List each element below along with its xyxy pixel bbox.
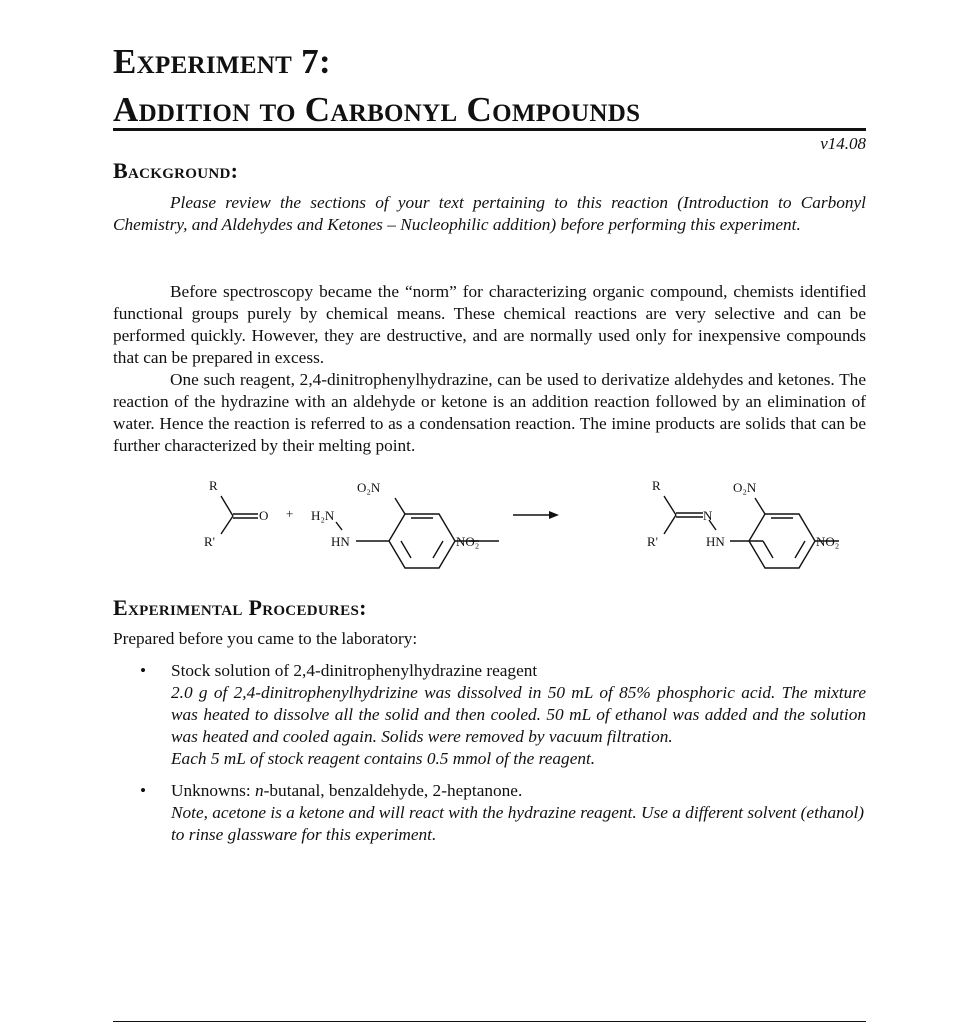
reaction-scheme	[201, 474, 840, 574]
list-item	[113, 780, 866, 846]
title-block	[113, 38, 866, 134]
footer-rule	[113, 1021, 866, 1022]
item-detail: 2.0 g of 2,4-dinitrophenylhydrizine was dissolved in 50 mL of 85% phosphoric acid. The mixture was heated to dissolve all the solid and then cooled. 50 mL of ethanol was added and the solution was heated and cooled again. Solids were removed by vacuum filtration.	[171, 683, 866, 746]
scheme-no2: NO₂	[456, 534, 480, 549]
procedures-heading: Experimental Procedures:	[113, 595, 367, 620]
prepared-intro: Prepared before you came to the laboratory:	[113, 629, 418, 648]
item-title: Unknowns: n-butanal, benzaldehyde, 2-heptanone.	[171, 781, 523, 800]
experiment-number: Experiment 7:	[113, 42, 331, 81]
experiment-title: Addition to Carbonyl Compounds	[113, 90, 641, 129]
scheme-product-n: N	[703, 508, 713, 523]
item-title: Stock solution of 2,4-dinitrophenylhydrazine reagent	[171, 661, 538, 680]
scheme-product-o2n: O₂N	[733, 480, 757, 495]
scheme-r-prime: R'	[204, 534, 216, 549]
scheme-h2n: H₂N	[311, 508, 335, 523]
background-heading: Background:	[113, 158, 239, 183]
version-label: v14.08	[820, 134, 866, 153]
scheme-plus: +	[286, 506, 294, 521]
list-item	[113, 660, 866, 770]
scheme-r: R	[209, 478, 218, 493]
prepared-list	[113, 660, 866, 856]
item-note: Note, acetone is a ketone and will react with the hydrazine reagent. Use a different solvent (ethanol) to rinse glassware for this experiment.	[171, 803, 865, 844]
background-paragraph-2: One such reagent, 2,4-dinitrophenylhydrazine, can be used to derivatize aldehydes and ketones. The reaction of the hydrazine with an aldehyde or ketone is an addition reaction followed by an elimination of water. Hence the reaction is referred to as a condensation reaction. The imine products are solids that can be further characterized by their melting point.	[113, 370, 866, 455]
title-rule	[113, 128, 866, 131]
item-note: Each 5 mL of stock reagent contains 0.5 mmol of the reagent.	[171, 749, 596, 768]
scheme-product-hn: HN	[706, 534, 725, 549]
scheme-product-no2: NO₂	[816, 534, 840, 549]
background-paragraph-1: Before spectroscopy became the “norm” for characterizing organic compound, chemists identified functional groups purely by chemical means. These chemical reactions are very selective and can be performed quickly. However, they are destructive, and are normally used only for inexpensive compounds that can be prepared in excess.	[113, 282, 866, 367]
bullet: •	[140, 661, 147, 680]
scheme-product-r: R	[652, 478, 661, 493]
bullet: •	[140, 781, 147, 800]
background-intro: Please review the sections of your text pertaining to this reaction (Introduction to Carbonyl Chemistry, and Aldehydes and Ketones – Nucleophilic addition) before performing this experiment.	[113, 193, 866, 234]
scheme-hn: HN	[331, 534, 350, 549]
scheme-carbonyl-o: O	[259, 508, 269, 523]
scheme-product-r-prime: R'	[647, 534, 659, 549]
scheme-o2n: O₂N	[357, 480, 381, 495]
